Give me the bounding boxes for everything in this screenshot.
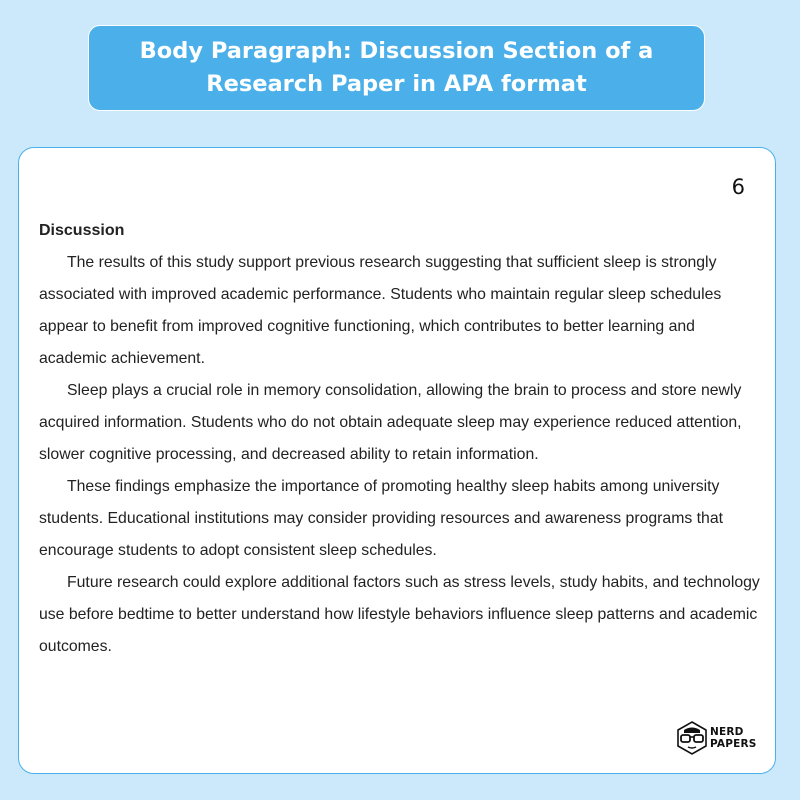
paragraph-3: These findings emphasize the importance of promoting healthy sleep habits among university students. Educational institutions may consider providing resources and awareness programs that encourage students to adopt consistent sleep schedules.	[39, 478, 724, 559]
nerd-glasses-icon	[675, 721, 709, 755]
paragraph-4: Future research could explore additional factors such as stress levels, study habits, and technology use before bedtime to better understand how lifestyle behaviors influence sleep patterns and academic outcomes.	[39, 574, 760, 655]
title-banner	[88, 25, 705, 111]
title-line-1: Body Paragraph: Discussion Section of a	[139, 38, 654, 64]
document-page	[18, 147, 776, 774]
nerd-papers-logo	[675, 721, 759, 757]
title-line-2: Research Paper in APA format	[206, 71, 587, 97]
discussion-section	[39, 215, 764, 663]
paragraph-1: The results of this study support previous research suggesting that sufficient sleep is strongly associated with improved academic performance. Students who maintain regular sleep schedules appear to benefit from improved cognitive functioning, which contributes to better learning and academic achievement.	[39, 254, 722, 367]
page-number: 6	[731, 175, 745, 199]
section-heading: Discussion	[39, 222, 125, 239]
logo-line-2: PAPERS	[710, 738, 757, 750]
logo-text	[710, 726, 757, 750]
paragraph-2: Sleep plays a crucial role in memory consolidation, allowing the brain to process and store newly acquired information. Students who do not obtain adequate sleep may experience reduced attention, slower cognitive processing, and decreased ability to retain information.	[39, 382, 742, 463]
logo-line-1: NERD	[710, 726, 744, 738]
